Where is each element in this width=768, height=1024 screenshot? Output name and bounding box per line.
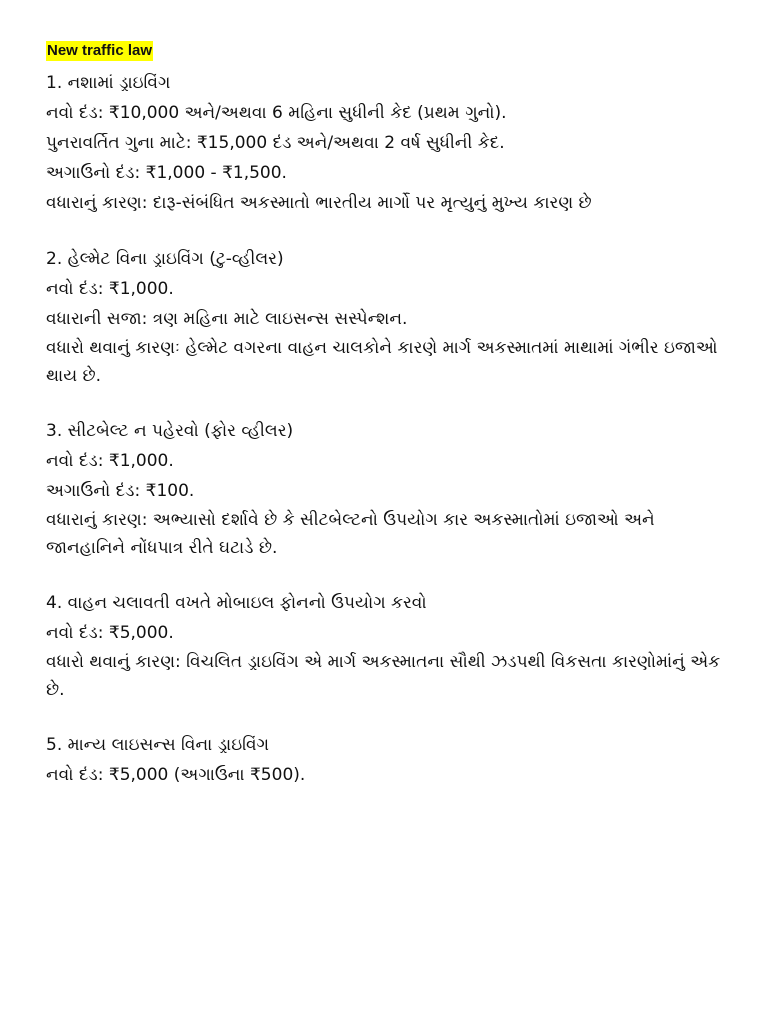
section-line: પુનરાવર્તિત ગુના માટે: ₹15,000 દંડ અને/અથવા 2 વર્ષ સુધીની કેદ. [46,133,505,153]
section-line: નવો દંડ: ₹1,000. [46,451,174,471]
section-drunk-driving [46,68,736,218]
section-heading: 3. સીટબેલ્ટ ન પહેરવો (ફોર વ્હીલર) [46,421,294,441]
document-page [46,40,736,790]
section-no-license [46,730,736,790]
section-line: અગાઉનો દંડ: ₹100. [46,481,195,501]
section-line: વધારો થવાનું કારણઃ હેલ્મેટ વગરના વાહન ચાલકોને કારણે માર્ગ અકસ્માતમાં માથામાં ગંભીર ઇજાઓ થાય છે. [46,338,718,386]
section-line: વધારાની સજા: ત્રણ મહિના માટે લાઇસન્સ સસ્પેન્શન. [46,309,408,329]
section-line: નવો દંડ: ₹10,000 અને/અથવા 6 મહિના સુધીની કેદ (પ્રથમ ગુનો). [46,103,507,123]
section-line: નવો દંડ: ₹5,000 (અગાઉના ₹500). [46,765,306,785]
section-heading: 2. હેલ્મેટ વિના ડ્રાઇવિંગ (ટુ-વ્હીલર) [46,249,284,269]
section-line: નવો દંડ: ₹5,000. [46,623,174,643]
section-line: નવો દંડ: ₹1,000. [46,279,174,299]
section-no-helmet [46,244,736,390]
section-no-seatbelt [46,416,736,562]
section-heading: 4. વાહન ચલાવતી વખતે મોબાઇલ ફોનનો ઉપયોગ કરવો [46,593,427,613]
section-heading: 5. માન્ય લાઇસન્સ વિના ડ્રાઇવિંગ [46,735,269,755]
section-line: વધારાનું કારણ: દારૂ-સંબંધિત અકસ્માતો ભારતીય માર્ગો પર મૃત્યુનું મુખ્ય કારણ છે [46,193,592,213]
section-line: વધારાનું કારણ: અભ્યાસો દર્શાવે છે કે સીટબેલ્ટનો ઉપયોગ કાર અકસ્માતોમાં ઇજાઓ અને જાનહાનિને નોંધપાત્ર રીતે ઘટાડે છે. [46,510,655,558]
section-line: વધારો થવાનું કારણ: વિચલિત ડ્રાઇવિંગ એ માર્ગ અકસ્માતના સૌથી ઝડપથી વિકસતા કારણોમાંનું એક છે. [46,652,721,700]
section-mobile-phone [46,588,736,704]
document-title: New traffic law [47,42,153,59]
section-line: અગાઉનો દંડ: ₹1,000 - ₹1,500. [46,163,287,183]
section-heading: 1. નશામાં ડ્રાઇવિંગ [46,73,171,93]
